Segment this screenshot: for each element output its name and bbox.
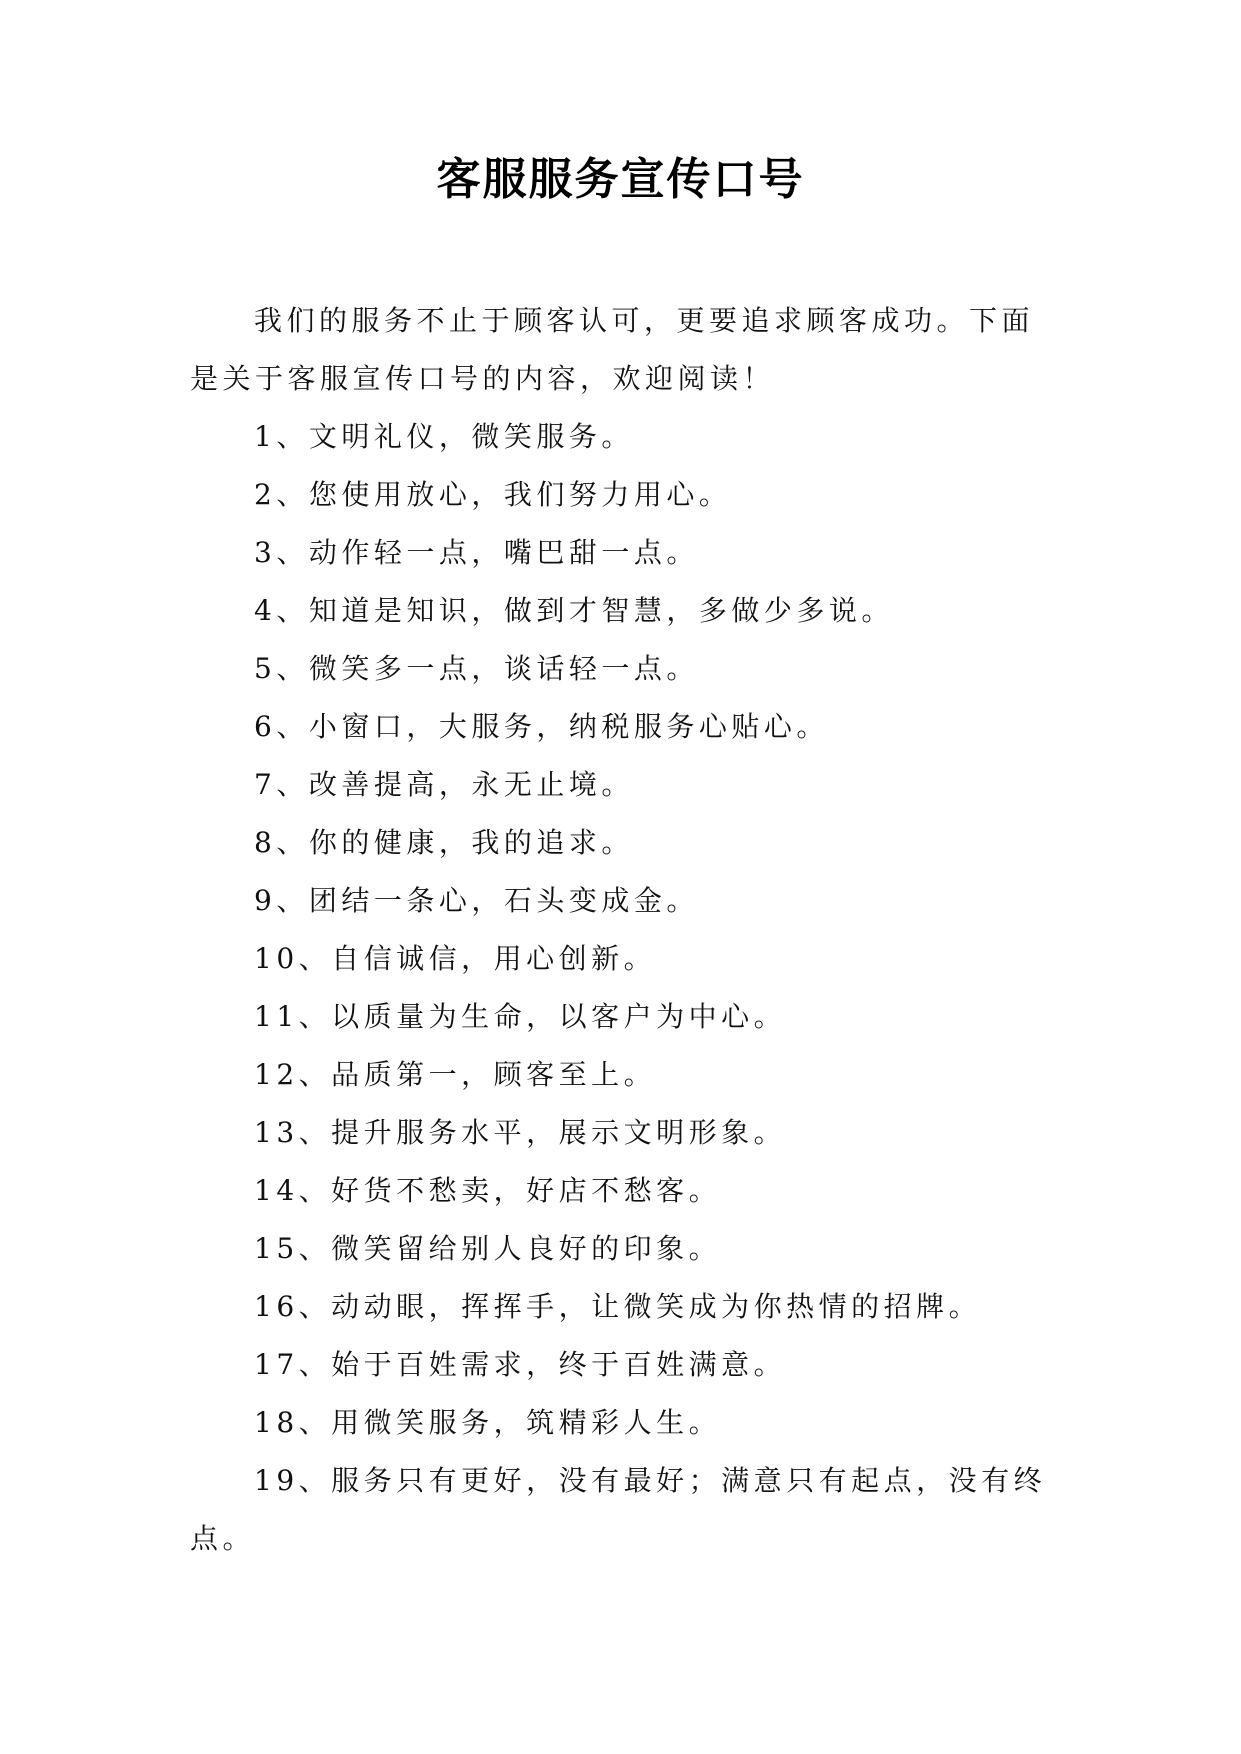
list-item: 8、你的健康，我的追求。 xyxy=(254,826,634,859)
list-item: 7、改善提高，永无止境。 xyxy=(254,768,634,801)
intro-paragraph: 我们的服务不止于顾客认可，更要追求顾客成功。下面是关于客服宣传口号的内容，欢迎阅读！ xyxy=(190,304,1035,395)
list-item: 6、小窗口，大服务，纳税服务心贴心。 xyxy=(254,710,829,743)
list-item: 3、动作轻一点，嘴巴甜一点。 xyxy=(254,536,699,569)
list-item: 19、服务只有更好，没有最好；满意只有起点，没有终点。 xyxy=(190,1464,1047,1555)
list-item: 16、动动眼，挥挥手，让微笑成为你热情的招牌。 xyxy=(254,1290,982,1323)
document-body xyxy=(190,292,1056,1568)
list-item: 12、品质第一，顾客至上。 xyxy=(254,1058,657,1091)
list-item: 10、自信诚信，用心创新。 xyxy=(254,942,657,975)
list-item: 5、微笑多一点，谈话轻一点。 xyxy=(254,652,699,685)
list-item: 2、您使用放心，我们努力用心。 xyxy=(254,478,732,511)
list-item: 15、微笑留给别人良好的印象。 xyxy=(254,1232,722,1265)
list-item: 18、用微笑服务，筑精彩人生。 xyxy=(254,1406,722,1439)
list-item: 9、团结一条心，石头变成金。 xyxy=(254,884,699,917)
list-item: 13、提升服务水平，展示文明形象。 xyxy=(254,1116,787,1149)
list-item: 14、好货不愁卖，好店不愁客。 xyxy=(254,1174,722,1207)
list-item: 17、始于百姓需求，终于百姓满意。 xyxy=(254,1348,787,1381)
list-item: 11、以质量为生命，以客户为中心。 xyxy=(254,1000,787,1033)
document-title: 客服服务宣传口号 xyxy=(436,154,805,205)
list-item: 4、知道是知识，做到才智慧，多做少多说。 xyxy=(254,594,894,627)
list-item: 1、文明礼仪，微笑服务。 xyxy=(254,420,634,453)
